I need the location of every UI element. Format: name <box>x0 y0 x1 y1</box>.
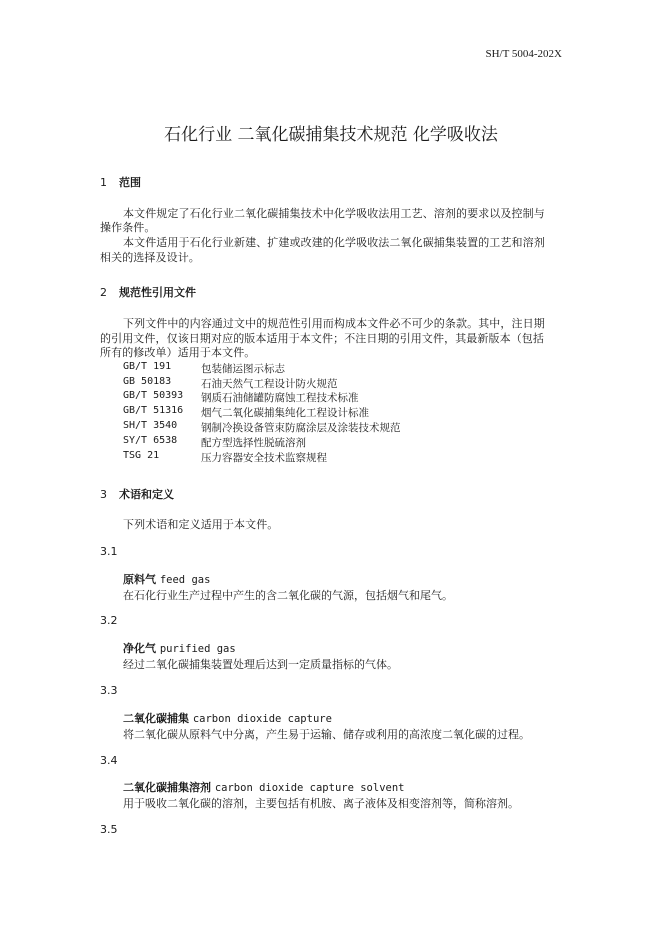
document-title: 石化行业 二氧化碳捕集技术规范 化学吸收法 <box>164 125 498 145</box>
term-definition: 经过二氧化碳捕集装置处理后达到一定质量指标的气体。 <box>123 658 398 671</box>
term-definition: 将二氧化碳从原料气中分离，产生易于运输、储存或利用的高浓度二氧化碳的过程。 <box>123 728 530 741</box>
term-chinese: 二氧化碳捕集溶剂 <box>123 781 211 794</box>
reference-title: 钢制冷换设备管束防腐涂层及涂装技术规范 <box>201 422 401 434</box>
scope-para1-line2: 操作条件。 <box>100 221 156 234</box>
clause-number: 3.4 <box>100 754 118 767</box>
term-definition: 用于吸收二氧化碳的溶剂，主要包括有机胺、离子液体及相变溶剂等，简称溶剂。 <box>123 797 519 810</box>
term-english: carbon dioxide capture <box>192 713 332 725</box>
clause-number: 3.5 <box>100 823 118 836</box>
term-chinese: 二氧化碳捕集 <box>123 712 189 725</box>
refs-intro-line3: 所有的修改单）适用于本文件。 <box>100 346 256 359</box>
scope-para2-line2: 相关的选择及设计。 <box>100 251 200 264</box>
terms-intro: 下列术语和定义适用于本文件。 <box>123 518 279 531</box>
reference-code: TSG 21 <box>123 450 160 461</box>
term-entry <box>123 571 210 587</box>
scope-para1-line1: 本文件规定了石化行业二氧化碳捕集技术中化学吸收法用工艺、溶剂的要求以及控制与 <box>123 207 545 220</box>
term-definition: 在石化行业生产过程中产生的含二氧化碳的气源，包括烟气和尾气。 <box>123 589 453 602</box>
term-entry <box>123 710 332 726</box>
term-entry <box>123 640 236 656</box>
term-english: carbon dioxide capture solvent <box>214 782 405 794</box>
clause-number: 3.3 <box>100 684 118 697</box>
reference-code: GB/T 50393 <box>123 390 184 401</box>
reference-title: 石油天然气工程设计防火规范 <box>201 378 338 390</box>
section-2-heading <box>100 284 196 300</box>
scope-para2-line1: 本文件适用于石化行业新建、扩建或改建的化学吸收法二氧化碳捕集装置的工艺和溶剂 <box>123 236 545 249</box>
section-number: 3 <box>100 488 107 501</box>
term-chinese: 净化气 <box>123 642 156 655</box>
reference-title: 烟气二氧化碳捕集纯化工程设计标准 <box>201 407 369 419</box>
reference-title: 包装储运图示标志 <box>201 363 285 375</box>
reference-code: GB 50183 <box>123 376 172 387</box>
refs-intro-line1: 下列文件中的内容通过文中的规范性引用而构成本文件必不可少的条款。其中，注日期 <box>123 317 545 330</box>
term-chinese: 原料气 <box>123 573 156 586</box>
section-3-heading <box>100 486 174 502</box>
reference-title: 压力容器安全技术监察规程 <box>201 452 327 464</box>
clause-number: 3.1 <box>100 545 118 558</box>
refs-intro-line2: 的引用文件，仅该日期对应的版本适用于本文件；不注日期的引用文件，其最新版本（包括 <box>100 332 544 345</box>
section-title: 术语和定义 <box>119 488 174 501</box>
term-entry <box>123 779 405 795</box>
term-english: feed gas <box>159 574 211 586</box>
section-number: 1 <box>100 176 107 189</box>
document-code: SH/T 5004-202X <box>485 48 562 60</box>
reference-code: GB/T 191 <box>123 361 172 372</box>
section-title: 规范性引用文件 <box>119 286 196 299</box>
reference-code: GB/T 51316 <box>123 405 184 416</box>
reference-code: SY/T 6538 <box>123 435 178 446</box>
reference-title: 配方型选择性脱硫溶剂 <box>201 437 306 449</box>
term-english: purified gas <box>159 643 236 655</box>
reference-title: 钢质石油储罐防腐蚀工程技术标准 <box>201 392 359 404</box>
section-1-heading <box>100 174 141 190</box>
section-number: 2 <box>100 286 107 299</box>
clause-number: 3.2 <box>100 614 118 627</box>
section-title: 范围 <box>119 176 141 189</box>
reference-code: SH/T 3540 <box>123 420 178 431</box>
